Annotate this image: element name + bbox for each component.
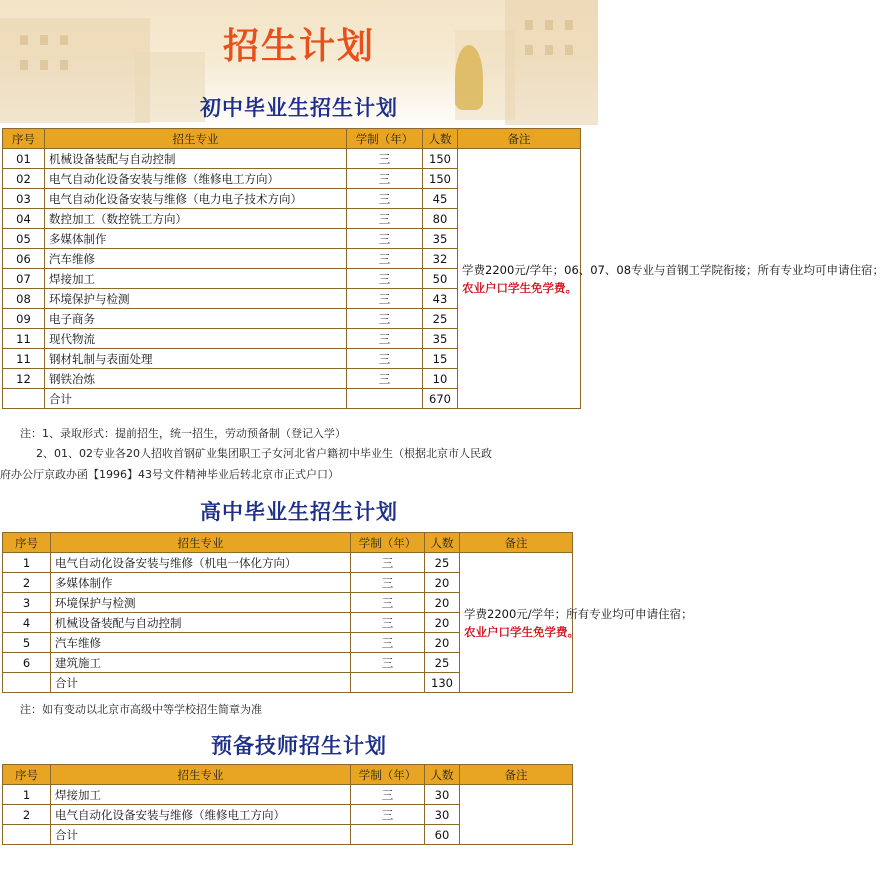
row-years: 三 [347,309,423,329]
note-highlight: 农业户口学生免学费。 [462,280,577,295]
row-years: 三 [351,805,425,825]
total-blank [3,389,45,409]
row-years: 三 [347,369,423,389]
row-number: 03 [3,189,45,209]
row-years: 三 [351,653,425,673]
row-major: 多媒体制作 [45,229,347,249]
header-note: 备注 [460,533,573,553]
row-count: 25 [423,309,458,329]
row-number: 01 [3,149,45,169]
header-note: 备注 [460,765,573,785]
total-label: 合计 [51,825,351,845]
note-text: 学费2200元/学年；所有专业均可申请住宿； [464,606,693,621]
row-major: 电气自动化设备安装与维修（维修电工方向） [45,169,347,189]
row-major: 环境保护与检测 [45,289,347,309]
total-years-blank [351,825,425,845]
row-count: 20 [425,633,460,653]
header-no: 序号 [3,129,45,149]
header-no: 序号 [3,765,51,785]
row-years: 三 [347,149,423,169]
header-no: 序号 [3,533,51,553]
junior-plan-title: 初中毕业生招生计划 [200,95,398,120]
header-count: 人数 [425,765,460,785]
senior-footnote: 注：如有变动以北京市高级中等学校招生简章为准 [20,703,262,716]
row-major: 钢铁冶炼 [45,369,347,389]
row-number: 06 [3,249,45,269]
table-header-row [3,765,573,785]
row-major: 电气自动化设备安装与维修（机电一体化方向） [51,553,351,573]
total-count: 60 [425,825,460,845]
row-years: 三 [351,613,425,633]
row-years: 三 [351,633,425,653]
row-major: 现代物流 [45,329,347,349]
row-major: 钢材轧制与表面处理 [45,349,347,369]
row-major: 汽车维修 [45,249,347,269]
row-count: 80 [423,209,458,229]
row-count: 25 [425,653,460,673]
row-count: 20 [425,593,460,613]
row-number: 04 [3,209,45,229]
row-count: 25 [425,553,460,573]
total-blank [3,825,51,845]
row-number: 08 [3,289,45,309]
table-header-row [3,129,581,149]
header-years: 学制（年） [351,765,425,785]
table-row [3,553,573,573]
row-count: 43 [423,289,458,309]
header-count: 人数 [425,533,460,553]
row-number: 12 [3,369,45,389]
total-blank [3,673,51,693]
row-number: 07 [3,269,45,289]
row-major: 焊接加工 [51,785,351,805]
row-years: 三 [347,249,423,269]
note-text: 学费2200元/学年；06、07、08专业与首钢工学院衔接；所有专业均可申请住宿； [462,262,884,277]
row-years: 三 [351,785,425,805]
row-note [460,785,573,845]
table-row [3,149,581,169]
row-number: 3 [3,593,51,613]
row-count: 20 [425,573,460,593]
senior-table-body [3,553,693,693]
total-label: 合计 [51,673,351,693]
row-years: 三 [347,329,423,349]
row-years: 三 [347,349,423,369]
row-major: 电气自动化设备安装与维修（维修电工方向） [51,805,351,825]
row-number: 09 [3,309,45,329]
row-count: 45 [423,189,458,209]
note-highlight: 农业户口学生免学费。 [464,624,579,639]
technician-table-body [3,785,573,845]
header-major: 招生专业 [51,533,351,553]
row-major: 数控加工（数控铣工方向） [45,209,347,229]
technician-plan-title: 预备技师招生计划 [211,733,387,758]
header-major: 招生专业 [45,129,347,149]
row-count: 35 [423,329,458,349]
junior-footnote-3: 府办公厅京政办函【1996】43号文件精神毕业后转北京市正式户口） [0,468,339,481]
row-number: 5 [3,633,51,653]
row-number: 11 [3,349,45,369]
total-years-blank [351,673,425,693]
header-count: 人数 [423,129,458,149]
row-count: 15 [423,349,458,369]
total-count: 130 [425,673,460,693]
row-count: 30 [425,805,460,825]
row-years: 三 [347,289,423,309]
row-note [460,553,693,693]
header-note: 备注 [458,129,581,149]
row-count: 32 [423,249,458,269]
row-number: 05 [3,229,45,249]
row-number: 1 [3,785,51,805]
senior-plan-title: 高中毕业生招生计划 [200,499,398,524]
junior-footnote-1: 注：1、录取形式：提前招生，统一招生，劳动预备制（登记入学） [20,427,346,440]
table-header-row [3,533,573,553]
row-major: 汽车维修 [51,633,351,653]
row-major: 机械设备装配与自动控制 [45,149,347,169]
row-number: 6 [3,653,51,673]
row-count: 35 [423,229,458,249]
row-note [458,149,884,409]
header-years: 学制（年） [347,129,423,149]
row-count: 150 [423,149,458,169]
page-title: 招生计划 [222,26,375,67]
senior-plan-table [2,532,693,693]
row-major: 焊接加工 [45,269,347,289]
row-number: 2 [3,805,51,825]
row-number: 4 [3,613,51,633]
junior-table-body [3,149,884,409]
row-years: 三 [347,269,423,289]
row-major: 电气自动化设备安装与维修（电力电子技术方向） [45,189,347,209]
row-years: 三 [351,573,425,593]
row-major: 多媒体制作 [51,573,351,593]
junior-footnote-2: 2、01、02专业各20人招收首钢矿业集团职工子女河北省户籍初中毕业生（根据北京市人民政 [36,447,492,460]
row-number: 11 [3,329,45,349]
table-row [3,785,573,805]
row-number: 02 [3,169,45,189]
row-major: 建筑施工 [51,653,351,673]
row-major: 环境保护与检测 [51,593,351,613]
row-number: 2 [3,573,51,593]
row-years: 三 [351,553,425,573]
row-count: 20 [425,613,460,633]
header-years: 学制（年） [351,533,425,553]
row-number: 1 [3,553,51,573]
row-years: 三 [351,593,425,613]
row-count: 10 [423,369,458,389]
total-label: 合计 [45,389,347,409]
row-major: 机械设备装配与自动控制 [51,613,351,633]
row-years: 三 [347,169,423,189]
row-count: 150 [423,169,458,189]
total-count: 670 [423,389,458,409]
row-count: 50 [423,269,458,289]
row-years: 三 [347,229,423,249]
junior-plan-table [2,128,884,409]
row-count: 30 [425,785,460,805]
total-years-blank [347,389,423,409]
technician-plan-table [2,764,573,845]
header-major: 招生专业 [51,765,351,785]
row-major: 电子商务 [45,309,347,329]
row-years: 三 [347,189,423,209]
row-years: 三 [347,209,423,229]
